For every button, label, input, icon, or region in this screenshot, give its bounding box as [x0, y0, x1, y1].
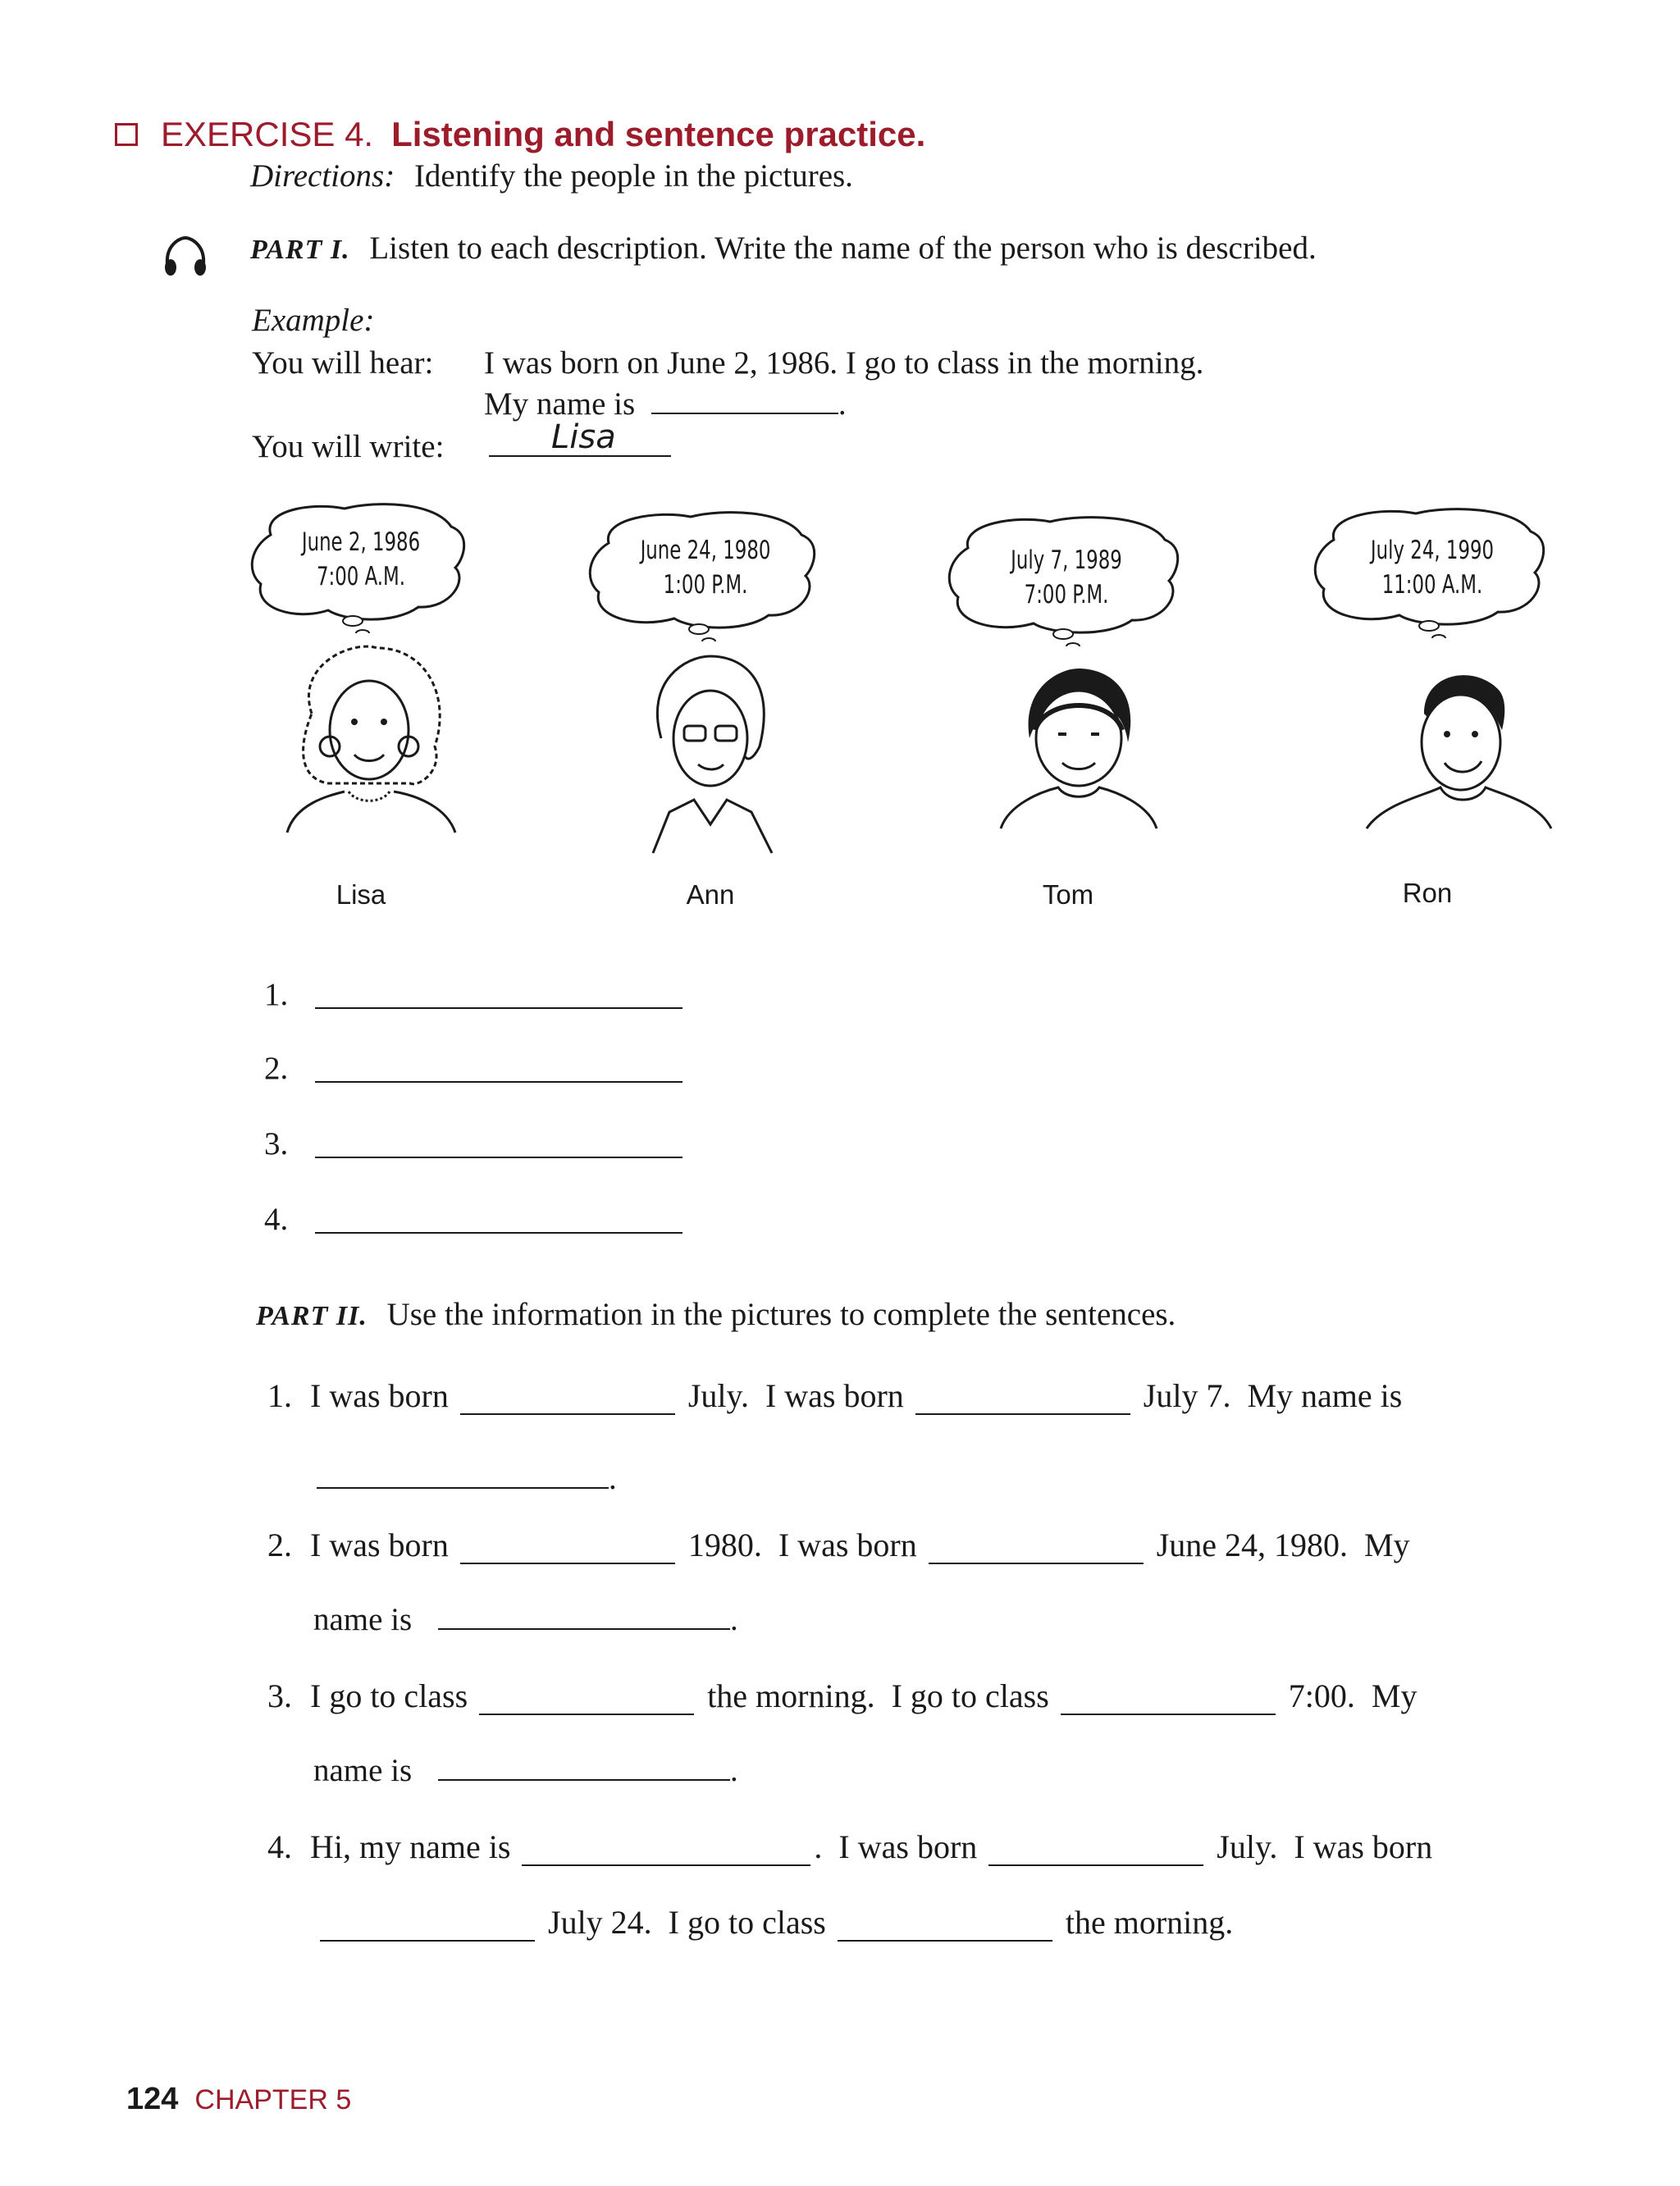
lisa-name: Lisa: [336, 879, 386, 910]
answer-3-number: 3.: [264, 1126, 289, 1161]
lisa-date: June 2, 1986: [301, 527, 421, 557]
sentence-4-text-b: . I was born: [814, 1828, 978, 1865]
exercise-title: Listening and sentence practice.: [391, 115, 926, 153]
sentence-4-blank-3[interactable]: [320, 1915, 535, 1942]
exercise-header: [115, 110, 925, 159]
sentence-1-text-a: I was born: [310, 1377, 449, 1414]
sentence-2-blank-3[interactable]: [438, 1625, 730, 1630]
hear-label: You will hear:: [252, 345, 434, 381]
hear-line2: My name is .: [484, 386, 847, 422]
example-label: Example:: [252, 303, 375, 338]
sentence-1-text-c: July 7. My name is: [1143, 1377, 1403, 1414]
sentence-3-text-c: 7:00. My: [1288, 1677, 1418, 1714]
thought-bubble-ron: [1309, 507, 1555, 638]
tom-name: Tom: [1042, 879, 1094, 910]
answer-4-number: 4.: [264, 1202, 289, 1237]
hear-blank: [651, 409, 838, 414]
sentence-1-number: 1.: [267, 1377, 292, 1414]
sentence-3-text-d: name is: [313, 1753, 413, 1788]
part2-heading: [256, 1296, 1176, 1333]
sentence-2-blank-2[interactable]: [929, 1538, 1144, 1564]
sentence-2-text-a: I was born: [310, 1527, 449, 1563]
sentence-2-text-c: June 24, 1980. My: [1156, 1527, 1410, 1563]
sentence-3-blank-1[interactable]: [479, 1689, 694, 1715]
sentence-2-line2: name is .: [313, 1602, 738, 1637]
sentence-3-text-a: I go to class: [310, 1677, 468, 1714]
answer-2-line[interactable]: [315, 1081, 682, 1083]
thought-bubble-ann: [584, 510, 827, 641]
sentence-3: [267, 1677, 1428, 1715]
ann-date: June 24, 1980: [640, 536, 771, 565]
sentence-3-blank-3[interactable]: [438, 1776, 730, 1781]
exercise-checkbox[interactable]: [115, 123, 138, 146]
ann-portrait: [620, 648, 801, 865]
sentence-4-line2: [320, 1903, 1244, 1942]
tom-portrait: [984, 656, 1173, 849]
ron-time: 11:00 A.M.: [1381, 570, 1483, 600]
directions: [250, 157, 853, 194]
sentence-3-blank-2[interactable]: [1061, 1689, 1276, 1715]
sentence-1-text-b: July. I was born: [687, 1377, 904, 1414]
sentence-4-text-e: the morning.: [1065, 1904, 1234, 1941]
part1-heading: [250, 230, 1317, 267]
answer-2-number: 2.: [264, 1051, 289, 1086]
ann-time: 1:00 P.M.: [663, 570, 748, 600]
part2-instruction: Use the information in the pictures to complete the sentences.: [386, 1297, 1176, 1332]
sentence-4-blank-4[interactable]: [838, 1915, 1052, 1942]
directions-label: Directions:: [250, 158, 395, 194]
lisa-time: 7:00 A.M.: [316, 562, 406, 591]
sentence-2-text-d: name is: [313, 1602, 413, 1637]
tom-time: 7:00 P.M.: [1024, 580, 1109, 609]
ron-name: Ron: [1402, 878, 1453, 908]
answer-1-line[interactable]: [315, 1007, 682, 1009]
write-label: You will write:: [252, 429, 445, 464]
sentence-4-blank-1[interactable]: [522, 1840, 810, 1866]
sentence-1: [267, 1376, 1413, 1415]
sentence-1-blank-2[interactable]: [915, 1389, 1130, 1415]
sentence-2-blank-1[interactable]: [460, 1538, 675, 1564]
part2-label: PART II.: [256, 1301, 368, 1331]
ann-name: Ann: [686, 879, 735, 910]
page-number: 124: [126, 2082, 179, 2116]
page-footer: [126, 2082, 351, 2117]
headphones-icon: [161, 233, 210, 286]
sentence-2-text-b: 1980. I was born: [687, 1527, 917, 1563]
sentence-1-line2: .: [317, 1460, 617, 1497]
sentence-3-text-b: the morning. I go to class: [707, 1677, 1049, 1714]
chapter-label: CHAPTER 5: [194, 2084, 352, 2115]
sentence-4-text-a: Hi, my name is: [310, 1828, 511, 1865]
tom-date: July 7, 1989: [1011, 545, 1122, 575]
sentence-4-text-c: July. I was born: [1217, 1828, 1433, 1865]
thought-bubble-lisa: [246, 502, 476, 633]
ron-portrait: [1358, 656, 1555, 849]
sentence-2-number: 2.: [267, 1527, 292, 1563]
thought-bubble-tom: [943, 515, 1189, 646]
sentence-3-line2: name is .: [313, 1753, 738, 1788]
sentence-1-blank-1[interactable]: [460, 1389, 675, 1415]
sentence-4-text-d: July 24. I go to class: [548, 1904, 826, 1941]
part1-instruction: Listen to each description. Write the name of the person who is described.: [369, 230, 1317, 266]
sentence-3-number: 3.: [267, 1677, 292, 1714]
answer-4-line[interactable]: [315, 1232, 682, 1234]
ron-date: July 24, 1990: [1370, 536, 1495, 565]
answer-3-line[interactable]: [315, 1157, 682, 1158]
write-answer: Lisa: [551, 418, 616, 456]
sentence-4: [267, 1828, 1444, 1866]
exercise-number: EXERCISE 4.: [161, 115, 374, 153]
directions-text: Identify the people in the pictures.: [413, 158, 853, 194]
sentence-2: [267, 1526, 1422, 1564]
answer-1-number: 1.: [264, 977, 289, 1012]
part1-label: PART I.: [250, 235, 350, 265]
sentence-4-number: 4.: [267, 1828, 292, 1865]
lisa-portrait: [279, 640, 459, 841]
sentence-1-blank-3[interactable]: [317, 1484, 609, 1489]
hear-line1: I was born on June 2, 1986. I go to class in the morning.: [484, 345, 1204, 381]
sentence-4-blank-2[interactable]: [988, 1840, 1203, 1866]
